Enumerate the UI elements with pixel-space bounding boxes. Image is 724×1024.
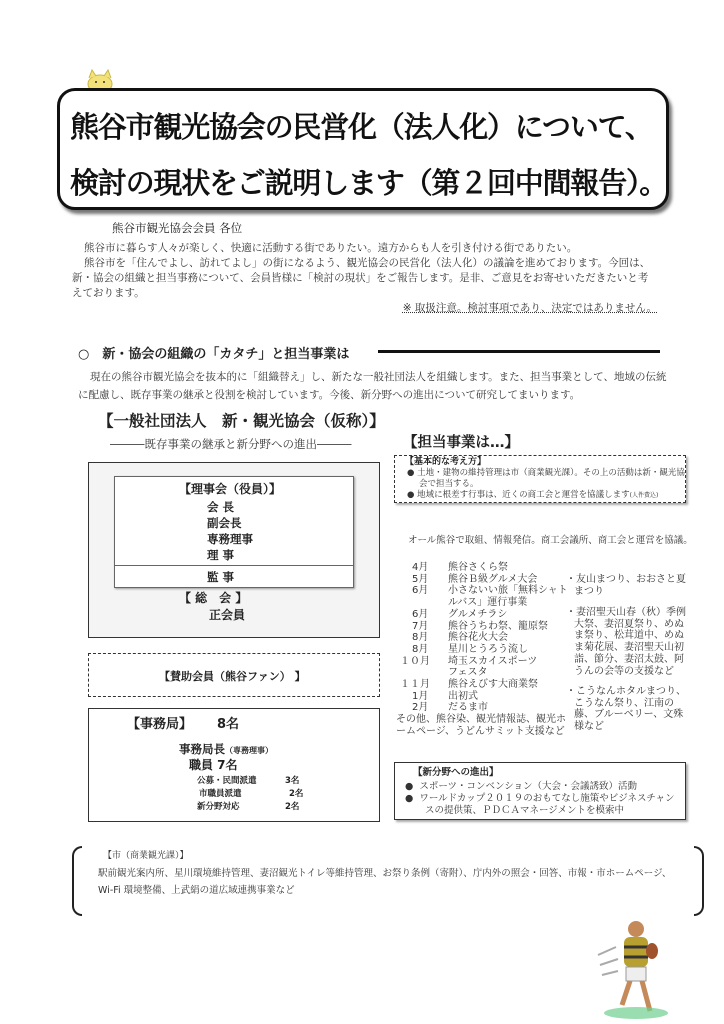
principle-note: (人件費込) <box>629 492 659 499</box>
staff: 職員 7名 <box>189 758 238 772</box>
org-subtitle: ―――既存事業の継承と新分野への進出――― <box>110 437 352 451</box>
principle-text: 地域に根差す行事は、近くの商工会と運営を協議します <box>417 490 630 500</box>
supporters-box <box>88 653 380 697</box>
general-members: 正会員 <box>209 608 246 622</box>
event-name: 出初式 <box>448 690 478 702</box>
new-fields-box <box>394 762 686 820</box>
principle-item: ● 土地・建物の維持管理は市（商業観光課）。その上の活動は新・観光協会で担当する。 <box>407 468 685 489</box>
staff-type: 公募・民間派遣 <box>197 776 257 786</box>
city-title: 【市（商業観光課）】 <box>103 851 189 861</box>
section-body: 現在の熊谷市観光協会を抜本的に「組織替え」し、新たな一般社団法人を組織します。また、担当事業として、地域の伝統に配慮し、既存事業の継承と役割を検討しています。今後、新分野への進出について研究してまいります。 <box>78 371 667 401</box>
office-head <box>179 742 273 758</box>
board-member: 理 事 <box>207 548 235 562</box>
title-line-2: 検討の現状をご説明します（第２回中間報告）。 <box>70 166 668 200</box>
staff-count: 2名 <box>289 789 304 799</box>
event-month: 6月 <box>412 608 429 620</box>
new-fields-title: 【新分野への進出】 <box>413 767 499 778</box>
events-other: その他、熊谷染、観光情報誌、観光ホームページ、うどんサミット支援など <box>396 714 566 737</box>
office-count: 8名 <box>217 717 240 732</box>
event-name: だるま市 <box>448 702 488 714</box>
title-line-1: 熊谷市観光協会の民営化（法人化）について、 <box>70 110 653 144</box>
new-field-text: スポーツ・コンベンション（大会・会議誘致）活動 <box>419 781 638 792</box>
heading-rule <box>378 350 660 353</box>
city-duties: 駅前観光案内所、星川環境維持管理、妻沼観光トイレ等維持管理、お祭り条例（寄附）、庁内外の照会・回答、市報・市ホームページ、Wi-Fi 環境整備、上武絹の道広域連携事業など <box>98 868 672 896</box>
event-month: 5月 <box>412 573 429 585</box>
event-month: 2月 <box>412 702 429 714</box>
intro-para-2: 熊谷市を「住んでよし、訪れてよし」の街になるよう、観光協会の民営化（法人化）の議論を進めております。今回は、新・協会の組織と担当事務について、会員皆様に「検討の現状」をご報告します。是非、ご意見をお寄せいただきたいと考えております。 <box>72 257 651 299</box>
event-month: １０月 <box>400 655 430 667</box>
office-head-label: 事務局長 <box>179 742 225 756</box>
org-chart-box <box>88 462 380 638</box>
section-heading: ○ 新・協会の組織の「カタチ」と担当事業は <box>78 347 350 362</box>
staff-count: 2名 <box>285 802 300 812</box>
local-events: ・友山まつり、おおさと夏まつり <box>566 574 686 597</box>
event-month: 6月 <box>412 585 429 597</box>
left-bracket <box>72 846 82 916</box>
divider <box>115 565 353 566</box>
event-name: 熊谷花火大会 <box>448 632 508 644</box>
board-member: 副会長 <box>207 516 242 530</box>
event-name: 埼玉スカイスポーツフェスタ <box>448 655 538 679</box>
event-month: 8月 <box>412 632 429 644</box>
event-name: 熊谷えびす大商業祭 <box>448 679 538 690</box>
staff-type: 市職員派遣 <box>199 789 242 799</box>
principles-box <box>394 455 686 503</box>
principles-title: 【基本的な考え方】 <box>405 457 487 467</box>
office-head-note: （専務理事） <box>225 746 273 755</box>
event-name: グルメチラシ <box>448 608 508 620</box>
intro <box>72 241 657 316</box>
event-month: 7月 <box>412 620 429 632</box>
board-box <box>114 476 354 588</box>
event-month: １１月 <box>400 679 430 690</box>
right-bracket <box>694 846 704 916</box>
principle-item: ● 地域に根差す行事は、近くの商工会と運営を協議します(人件費込) <box>407 490 659 500</box>
principle-text: 土地・建物の維持管理は市（商業観光課）。その上の活動は新・観光協会で担当する。 <box>417 468 685 489</box>
staff-count: 3名 <box>285 776 300 786</box>
org-title: 【一般社団法人 新・観光協会（仮称）】 <box>98 412 385 430</box>
event-name: 星川とうろう流し <box>448 643 528 655</box>
local-events: ・妻沼聖天山春（秋）季例大祭、妻沼夏祭り、めぬま祭り、松茸道中、めぬま菊花展、妻沼聖天山初詣、節分、妻沼太鼓、阿うんの会等の支援など <box>566 607 686 677</box>
new-field-item: ● スポーツ・コンベンション（大会・会議誘致）活動 <box>405 781 638 792</box>
local-events: ・こうなんホタルまつり、こうなん祭り、江南の藤、ブルーベリー、文殊様など <box>566 686 686 733</box>
event-name: 小さないい旅「無料シャトルバス」運行事業 <box>448 585 568 609</box>
new-field-item: ● ワールドカップ２０１９のおもてなし施策やビジネスチャンスの提供策、ＰＤＣＡマネージメントを模索中 <box>405 793 675 816</box>
title-banner <box>57 88 669 210</box>
intro-para-1: 熊谷市に暮らす人々が楽しく、快適に活動する街でありたい。遠方からも人を引き付ける街でありたい。 <box>84 242 578 254</box>
event-name: 熊谷うちわ祭、籠原祭 <box>448 620 548 632</box>
event-month: 8月 <box>412 643 429 655</box>
staff-type: 新分野対応 <box>197 802 240 812</box>
new-field-text: ワールドカップ２０１９のおもてなし施策やビジネスチャンスの提供策、ＰＤＣＡマネージメントを模索中 <box>419 793 675 816</box>
event-name: 熊谷さくら祭 <box>448 562 508 573</box>
event-month: 1月 <box>412 690 429 702</box>
auditor: 監 事 <box>207 570 235 584</box>
addressee: 熊谷市観光協会会員 各位 <box>112 221 243 235</box>
event-name: 熊谷Ｂ級グルメ大会 <box>448 573 538 585</box>
general-title: 【 総 会 】 <box>179 591 248 605</box>
supporters-label: 【賛助会員（熊谷ファン） 】 <box>159 670 306 683</box>
board-member: 会 長 <box>207 500 235 514</box>
all-kumagaya-note: オール熊谷で取組、情報発信。商工会議所、商工会と運営を協議。 <box>408 535 693 546</box>
board-title: 【理事会（役員）】 <box>179 482 282 496</box>
board-member: 専務理事 <box>207 532 253 546</box>
notice: ※ 取扱注意。検討事項であり、決定ではありません。 <box>402 302 657 314</box>
rugby-player-illustration <box>596 915 676 1020</box>
duties-title: 【担当事業は…】 <box>403 435 519 451</box>
office-title: 【事務局】 <box>127 717 193 732</box>
office-box <box>88 708 380 822</box>
event-month: 4月 <box>412 562 429 573</box>
